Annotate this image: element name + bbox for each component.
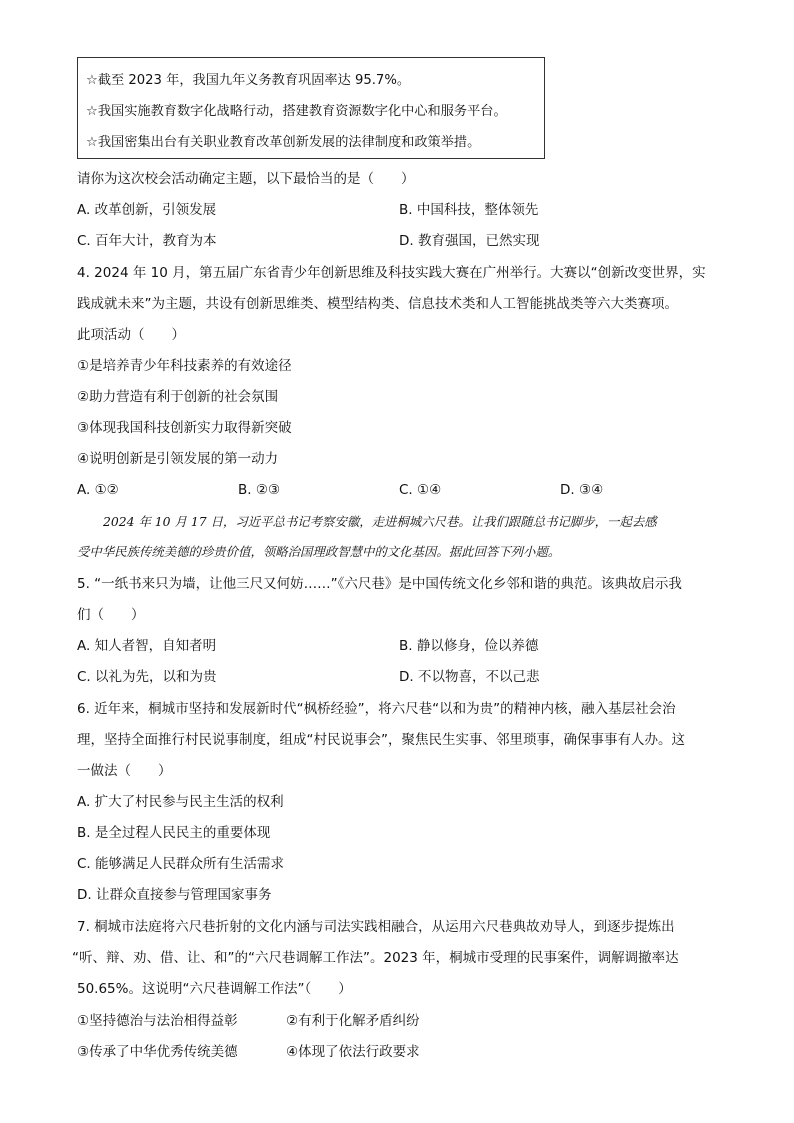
material-line-3: ☆我国密集出台有关职业教育改革创新发展的法律制度和政策举措。 xyxy=(86,135,481,150)
q4-option-d: D. ③④ xyxy=(560,482,604,498)
q4-stem-line-2: 践成就未来”为主题，共设有创新思维类、模型结构类、信息技术类和人工智能挑战类等六大类赛项。 xyxy=(77,296,678,312)
q7-stem-line-1: 7. 桐城市法庭将六尺巷折射的文化内涵与司法实践相融合，从运用六尺巷典故劝导人，到逐步提炼出 xyxy=(77,919,675,935)
q3-option-c: C. 百年大计，教育为本 xyxy=(77,233,217,249)
q6-option-b: B. 是全过程人民民主的重要体现 xyxy=(77,825,271,841)
q5-option-b: B. 静以修身，俭以养德 xyxy=(399,638,539,654)
q4-item-3: ③体现我国科技创新实力取得新突破 xyxy=(77,420,292,436)
q4-item-4: ④说明创新是引领发展的第一动力 xyxy=(77,451,279,467)
q4-stem-line-3: 此项活动（ ） xyxy=(77,327,185,343)
q6-option-d: D. 让群众直接参与管理国家事务 xyxy=(77,887,272,903)
q5-option-c: C. 以礼为先，以和为贵 xyxy=(77,669,217,685)
q3-option-a: A. 改革创新，引领发展 xyxy=(77,202,217,218)
q6-stem-line-2: 理，坚持全面推行村民说事制度，组成“村民说事会”，聚焦民生实事、邻里琐事，确保事事有人办。这 xyxy=(77,732,685,748)
q7-item-3: ③传承了中华优秀传统美德 xyxy=(77,1044,238,1060)
q6-option-c: C. 能够满足人民群众所有生活需求 xyxy=(77,856,285,872)
material-box xyxy=(77,57,545,159)
q4-item-1: ①是培养青少年科技素养的有效途径 xyxy=(77,358,292,374)
q5-option-d: D. 不以物喜，不以己悲 xyxy=(399,669,540,685)
material-line-2: ☆我国实施教育数字化战略行动，搭建教育资源数字化中心和服务平台。 xyxy=(86,104,507,119)
q3-stem: 请你为这次校会活动确定主题，以下最恰当的是（ ） xyxy=(77,171,415,187)
q7-stem-line-3: 50.65%。这说明“六尺巷调解工作法”（ ） xyxy=(77,981,352,997)
q5-option-a: A. 知人者智，自知者明 xyxy=(77,638,217,654)
q7-item-4: ④体现了依法行政要求 xyxy=(286,1044,420,1060)
q7-item-2: ②有利于化解矛盾纠纷 xyxy=(286,1013,420,1029)
q3-option-d: D. 教育强国，已然实现 xyxy=(399,233,540,249)
q4-option-b: B. ②③ xyxy=(238,482,281,498)
intro-line-1: 2024 年 10 月 17 日，习近平总书记考察安徽，走进桐城六尺巷。让我们跟随总书记脚步，一起去感 xyxy=(103,514,657,529)
q4-option-a: A. ①② xyxy=(77,482,119,498)
q5-stem-line-2: 们（ ） xyxy=(77,607,145,623)
q7-item-1: ①坚持德治与法治相得益彰 xyxy=(77,1013,238,1029)
q7-stem-line-2: “听、辩、劝、借、让、和”的“六尺巷调解工作法”。2023 年，桐城市受理的民事案件，调解调撤率达 xyxy=(72,950,679,966)
q3-option-b: B. 中国科技，整体领先 xyxy=(399,202,539,218)
q6-stem-line-1: 6. 近年来，桐城市坚持和发展新时代“枫桥经验”，将六尺巷“以和为贵”的精神内核，融入基层社会治 xyxy=(77,701,676,717)
q4-item-2: ②助力营造有利于创新的社会氛围 xyxy=(77,389,279,405)
material-line-1: ☆截至 2023 年，我国九年义务教育巩固率达 95.7%。 xyxy=(86,73,411,88)
q5-stem-line-1: 5. “一纸书来只为墙，让他三尺又何妨……”《六尺巷》是中国传统文化乡邻和谐的典范。该典故启示我 xyxy=(77,576,682,592)
intro-line-2: 受中华民族传统美德的珍贵价值，领略治国理政智慧中的文化基因。据此回答下列小题。 xyxy=(77,544,561,559)
q6-stem-line-3: 一做法（ ） xyxy=(77,763,172,779)
q4-option-c: C. ①④ xyxy=(399,482,442,498)
q6-option-a: A. 扩大了村民参与民主生活的权利 xyxy=(77,794,284,810)
q4-stem-line-1: 4. 2024 年 10 月，第五届广东省青少年创新思维及科技实践大赛在广州举行。大赛以“创新改变世界，实 xyxy=(77,265,706,281)
